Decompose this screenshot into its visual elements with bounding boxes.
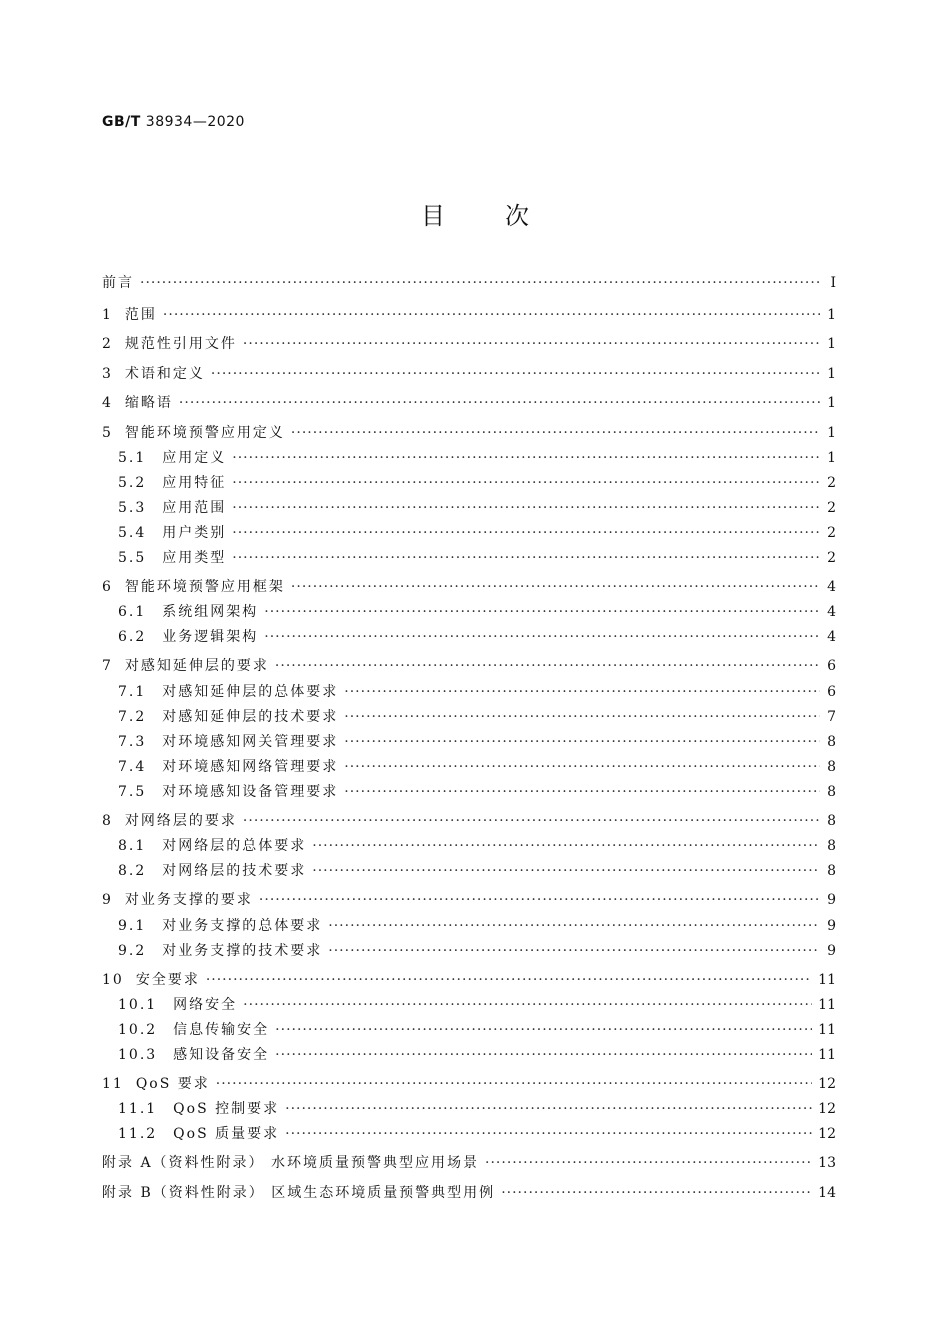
- table-of-contents: [102, 272, 836, 1207]
- toc-leader-dots: [232, 450, 820, 466]
- toc-entry-number: 6.1: [118, 604, 147, 621]
- toc-entry[interactable]: [102, 1148, 836, 1177]
- toc-entry[interactable]: [102, 756, 836, 781]
- toc-entry-number: 9.1: [118, 917, 147, 934]
- toc-entry-number: 5.3: [118, 499, 147, 516]
- toc-entry-page: 2: [827, 499, 836, 516]
- toc-leader-dots: [232, 500, 820, 516]
- toc-entry-page: 9: [827, 917, 836, 934]
- toc-entry-page: 8: [827, 812, 836, 829]
- toc-entry-number: 3: [102, 365, 113, 382]
- toc-entry-page: 1: [827, 424, 836, 441]
- toc-leader-dots: [275, 1022, 812, 1038]
- toc-leader-dots: [275, 1047, 812, 1063]
- standard-number: 38934—2020: [145, 114, 245, 130]
- standard-code: [102, 114, 245, 130]
- toc-entry-title: 信息传输安全: [173, 1021, 270, 1038]
- toc-entry-number: 8: [102, 812, 113, 829]
- toc-entry-page: Ⅰ: [830, 275, 836, 291]
- standard-prefix: GB/T: [102, 114, 141, 130]
- toc-entry-title: 应用类型: [162, 549, 227, 566]
- toc-entry-title: 感知设备安全: [173, 1046, 270, 1063]
- toc-entry-number: 10.3: [118, 1046, 158, 1063]
- toc-entry-title: 对环境感知网络管理要求: [162, 758, 339, 775]
- toc-entry-title: 范围: [124, 307, 157, 323]
- toc-entry[interactable]: [102, 915, 836, 940]
- toc-leader-dots: [259, 892, 820, 908]
- toc-leader-dots: [206, 972, 812, 988]
- toc-entry[interactable]: [102, 472, 836, 497]
- toc-entry-number: 10.1: [118, 996, 158, 1013]
- toc-entry-title: 对感知延伸层的要求: [124, 658, 269, 675]
- toc-entry-number: 4: [102, 395, 113, 412]
- toc-entry-page: 4: [827, 578, 836, 595]
- toc-entry[interactable]: [102, 497, 836, 522]
- toc-entry-page: 11: [818, 1046, 836, 1063]
- toc-entry[interactable]: [102, 601, 836, 626]
- toc-entry[interactable]: [102, 806, 836, 835]
- toc-leader-dots: [243, 997, 812, 1013]
- toc-entry-page: 1: [827, 336, 836, 353]
- toc-entry-page: 8: [827, 783, 836, 800]
- toc-entry-page: 8: [827, 758, 836, 775]
- toc-entry-title: 应用定义: [162, 449, 227, 466]
- toc-entry-title: 对感知延伸层的技术要求: [162, 708, 339, 725]
- toc-entry-number: 11: [102, 1075, 124, 1092]
- toc-entry-title: 对业务支撑的要求: [124, 892, 253, 909]
- toc-entry-page: 4: [827, 604, 836, 621]
- toc-entry-page: 12: [818, 1126, 836, 1143]
- toc-entry[interactable]: [102, 965, 836, 994]
- toc-leader-dots: [232, 475, 820, 491]
- toc-entry-number: 9: [102, 892, 113, 909]
- toc-entry-page: 11: [818, 971, 836, 988]
- toc-entry-title: 安全要求: [135, 971, 200, 988]
- toc-leader-dots: [344, 684, 820, 700]
- toc-entry[interactable]: [102, 885, 836, 914]
- toc-leader-dots: [264, 629, 820, 645]
- toc-leader-dots: [211, 366, 820, 382]
- toc-entry-number: 10: [102, 971, 124, 988]
- toc-entry[interactable]: [102, 626, 836, 651]
- toc-entry-number: 7: [102, 658, 113, 675]
- toc-entry-number: 5.2: [118, 474, 147, 491]
- toc-leader-dots: [344, 709, 820, 725]
- toc-leader-dots: [243, 813, 820, 829]
- toc-entry-title: 对感知延伸层的总体要求: [162, 683, 339, 700]
- toc-entry-title: 用户类别: [162, 524, 227, 541]
- toc-entry[interactable]: [102, 651, 836, 680]
- toc-entry[interactable]: [102, 1019, 836, 1044]
- toc-entry-title: 前言: [102, 275, 134, 291]
- toc-entry-number: 5.4: [118, 524, 147, 541]
- toc-entry-number: 2: [102, 336, 113, 353]
- toc-entry-number: 11.2: [118, 1126, 158, 1143]
- toc-leader-dots: [291, 425, 820, 441]
- toc-entry-title: 业务逻辑架构: [162, 629, 259, 646]
- toc-entry[interactable]: [102, 1069, 836, 1098]
- toc-entry-page: 1: [827, 307, 836, 323]
- toc-leader-dots: [264, 604, 820, 620]
- toc-entry[interactable]: [102, 860, 836, 885]
- toc-entry-page: 9: [827, 942, 836, 959]
- toc-entry-number: 5: [102, 424, 113, 441]
- toc-entry-title: 网络安全: [173, 996, 238, 1013]
- toc-entry[interactable]: [102, 359, 836, 388]
- toc-entry-title: 附录 B（资料性附录） 区域生态环境质量预警典型用例: [102, 1184, 496, 1201]
- toc-entry[interactable]: [102, 1123, 836, 1148]
- toc-entry-title: 缩略语: [124, 395, 173, 412]
- toc-entry[interactable]: [102, 681, 836, 706]
- toc-entry-number: 7.5: [118, 783, 147, 800]
- toc-entry[interactable]: [102, 706, 836, 731]
- toc-entry-number: 8.1: [118, 838, 147, 855]
- toc-entry[interactable]: [102, 940, 836, 965]
- toc-entry-page: 1: [827, 395, 836, 412]
- toc-leader-dots: [485, 1155, 812, 1171]
- toc-entry-page: 14: [818, 1184, 836, 1201]
- toc-entry-page: 8: [827, 863, 836, 880]
- toc-entry-page: 2: [827, 474, 836, 491]
- toc-entry-title: 系统组网架构: [162, 604, 259, 621]
- toc-leader-dots: [285, 1101, 812, 1117]
- toc-entry-page: 11: [818, 996, 836, 1013]
- toc-entry[interactable]: [102, 1178, 836, 1207]
- toc-entry-title: 附录 A（资料性附录） 水环境质量预警典型应用场景: [102, 1155, 480, 1172]
- toc-entry[interactable]: [102, 1044, 836, 1069]
- toc-entry-title: QoS 要求: [135, 1075, 210, 1092]
- toc-entry-title: 规范性引用文件: [124, 336, 237, 353]
- toc-entry-number: 6.2: [118, 629, 147, 646]
- toc-entry-number: 7.1: [118, 683, 147, 700]
- toc-leader-dots: [232, 550, 820, 566]
- toc-entry[interactable]: [102, 388, 836, 417]
- toc-entry-page: 9: [827, 892, 836, 909]
- toc-leader-dots: [216, 1076, 812, 1092]
- toc-entry[interactable]: [102, 994, 836, 1019]
- toc-leader-dots: [163, 307, 820, 323]
- toc-entry[interactable]: [102, 1098, 836, 1123]
- toc-entry-title: 对网络层的技术要求: [162, 863, 307, 880]
- toc-leader-dots: [344, 734, 820, 750]
- toc-entry[interactable]: [102, 835, 836, 860]
- toc-leader-dots: [501, 1185, 812, 1201]
- toc-entry-page: 7: [827, 708, 836, 725]
- toc-leader-dots: [232, 525, 820, 541]
- toc-entry-number: 7.2: [118, 708, 147, 725]
- toc-leader-dots: [312, 838, 820, 854]
- toc-entry-title: QoS 质量要求: [173, 1126, 280, 1143]
- toc-leader-dots: [328, 918, 820, 934]
- toc-leader-dots: [243, 336, 820, 352]
- toc-entry[interactable]: [102, 731, 836, 756]
- toc-leader-dots: [140, 275, 820, 291]
- toc-entry-number: 7.3: [118, 733, 147, 750]
- toc-leader-dots: [291, 579, 820, 595]
- toc-entry-page: 11: [818, 1021, 836, 1038]
- toc-entry-title: 应用范围: [162, 499, 227, 516]
- toc-entry[interactable]: [102, 547, 836, 572]
- toc-entry-title: 智能环境预警应用定义: [124, 424, 285, 441]
- toc-entry[interactable]: [102, 447, 836, 472]
- toc-entry-page: 4: [827, 629, 836, 646]
- toc-leader-dots: [312, 863, 820, 879]
- toc-entry-number: 1: [102, 307, 113, 323]
- toc-leader-dots: [285, 1126, 812, 1142]
- toc-leader-dots: [344, 784, 820, 800]
- toc-entry-page: 6: [827, 658, 836, 675]
- toc-entry-title: 术语和定义: [124, 365, 205, 382]
- toc-leader-dots: [344, 759, 820, 775]
- toc-entry[interactable]: [102, 781, 836, 806]
- toc-entry-title: 对业务支撑的总体要求: [162, 917, 323, 934]
- toc-entry-page: 6: [827, 683, 836, 700]
- toc-entry-page: 8: [827, 733, 836, 750]
- toc-entry-page: 2: [827, 524, 836, 541]
- toc-entry-page: 13: [818, 1155, 836, 1172]
- toc-entry-page: 1: [827, 365, 836, 382]
- toc-entry-title: 对业务支撑的技术要求: [162, 942, 323, 959]
- toc-leader-dots: [328, 943, 820, 959]
- toc-entry-title: 应用特征: [162, 474, 227, 491]
- toc-entry[interactable]: [102, 418, 836, 447]
- toc-entry-number: 6: [102, 578, 113, 595]
- toc-entry[interactable]: [102, 329, 836, 358]
- toc-entry-title: 对网络层的要求: [124, 812, 237, 829]
- toc-entry[interactable]: [102, 272, 836, 300]
- toc-entry[interactable]: [102, 522, 836, 547]
- toc-entry[interactable]: [102, 572, 836, 601]
- toc-entry-page: 12: [818, 1075, 836, 1092]
- toc-leader-dots: [275, 658, 820, 674]
- toc-entry-number: 5.5: [118, 549, 147, 566]
- toc-leader-dots: [179, 395, 820, 411]
- toc-entry-number: 9.2: [118, 942, 147, 959]
- toc-entry-page: 1: [827, 449, 836, 466]
- toc-entry-number: 7.4: [118, 758, 147, 775]
- toc-entry-title: 对环境感知网关管理要求: [162, 733, 339, 750]
- toc-entry-number: 11.1: [118, 1101, 158, 1118]
- toc-entry-title: QoS 控制要求: [173, 1101, 280, 1118]
- toc-entry-title: 对网络层的总体要求: [162, 838, 307, 855]
- toc-entry-number: 5.1: [118, 449, 147, 466]
- toc-entry[interactable]: [102, 300, 836, 329]
- toc-entry-title: 智能环境预警应用框架: [124, 578, 285, 595]
- toc-entry-page: 12: [818, 1101, 836, 1118]
- toc-entry-number: 10.2: [118, 1021, 158, 1038]
- toc-entry-page: 2: [827, 549, 836, 566]
- toc-title: 目次: [421, 202, 589, 230]
- toc-entry-page: 8: [827, 838, 836, 855]
- toc-entry-title: 对环境感知设备管理要求: [162, 783, 339, 800]
- toc-entry-number: 8.2: [118, 863, 147, 880]
